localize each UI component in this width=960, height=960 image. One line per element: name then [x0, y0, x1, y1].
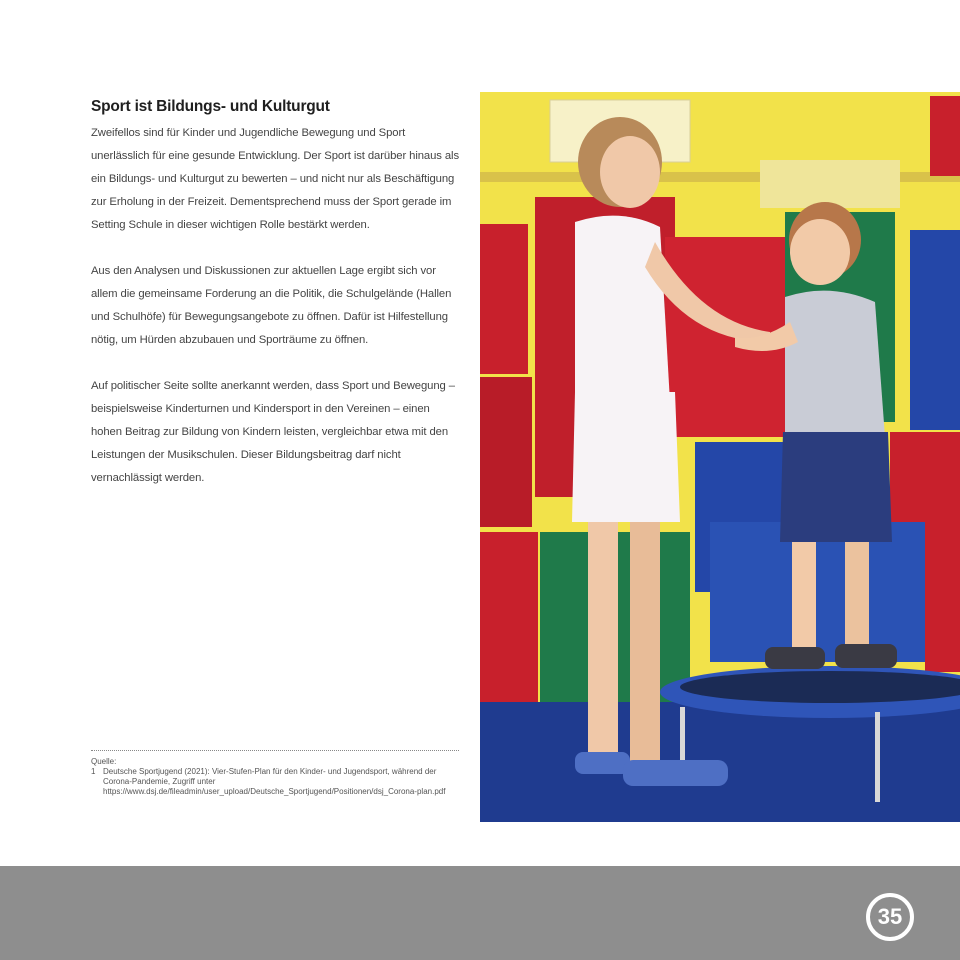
mat-red-left-top [480, 224, 528, 374]
basket-2 [760, 160, 900, 208]
source-item [91, 767, 461, 797]
photo-children-gym [480, 92, 960, 822]
article-paragraph-2: Aus den Analysen und Diskussionen zur aktuellen Lage ergibt sich vor allem die gemeinsame Forderung an die Politik, die Schulgelände (Hallen und Schulhöfe) für Bewegungsangebote zu öffnen. Dafür ist Hilfestellung nötig, um Hürden abzubauen und Sporträume zu öffnen. [91, 265, 452, 346]
mat-blue-bottom [710, 522, 930, 662]
boy-shoe-2 [835, 644, 897, 668]
source-label: Quelle: [91, 757, 117, 766]
mat-red-bottom-right [925, 522, 960, 672]
article-paragraph-3: Auf politischer Seite sollte anerkannt werden, dass Sport und Bewegung – beispielsweise Kinderturnen und Kindersport in den Vereinen – einen hohen Beitrag zur Bildung von Kindern leisten, vergleichbar etwa mit den Leistungen der Musikschulen. Dieser Bildungsbeitrag darf nicht vernachlässigt werden. [91, 380, 455, 484]
article-column [91, 98, 459, 513]
woman-face [600, 136, 660, 208]
article-paragraph-1: Zweifellos sind für Kinder und Jugendliche Bewegung und Sport unerlässlich für eine gesunde Entwicklung. Der Sport ist darüber hinaus als ein Bildungs- und Kulturgut zu bewerten – und nicht nur als Beschäftigung zur Erholung in der Freizeit. Dementsprechend muss der Sport gerade im Setting Schule in dieser wichtigen Rolle bestärkt werden. [91, 127, 460, 231]
woman-leg-1 [588, 522, 618, 762]
page-number: 35 [866, 893, 914, 941]
woman-shoe-2 [623, 760, 728, 786]
boy-shoe-1 [765, 647, 825, 669]
source-item-number: 1 [91, 767, 96, 776]
woman-shoe-1 [575, 752, 630, 774]
red-box-shelf [930, 96, 960, 176]
boy-shorts [780, 432, 892, 542]
mat-red-left-bottom [480, 532, 538, 702]
photo-illustration [480, 92, 960, 822]
woman-leg-2 [630, 522, 660, 762]
source-note [91, 757, 461, 797]
mat-red-right [890, 432, 960, 522]
trampoline-leg-2 [875, 712, 880, 802]
article-heading: Sport ist Bildungs- und Kulturgut [91, 98, 330, 115]
footer-band [0, 866, 960, 960]
boy-face [790, 219, 850, 285]
boy-leg-2 [845, 542, 869, 652]
boy-leg-1 [792, 542, 816, 652]
trampoline-leg-1 [680, 707, 685, 767]
source-item-text: Deutsche Sportjugend (2021): Vier-Stufen-Plan für den Kinder- und Jugendsport, während der Corona-Pandemie, Zugriff unter https://www.dsj.de/fileadmin/user_upload/Deutsche_Sportjugend/Positionen/dsj_Corona-plan.pdf [103, 767, 446, 796]
source-divider [91, 750, 459, 751]
mat-red-left-mid [480, 377, 532, 527]
woman-shorts [572, 392, 680, 522]
boy-shirt [785, 291, 885, 437]
mat-blue-right-top [910, 230, 960, 430]
